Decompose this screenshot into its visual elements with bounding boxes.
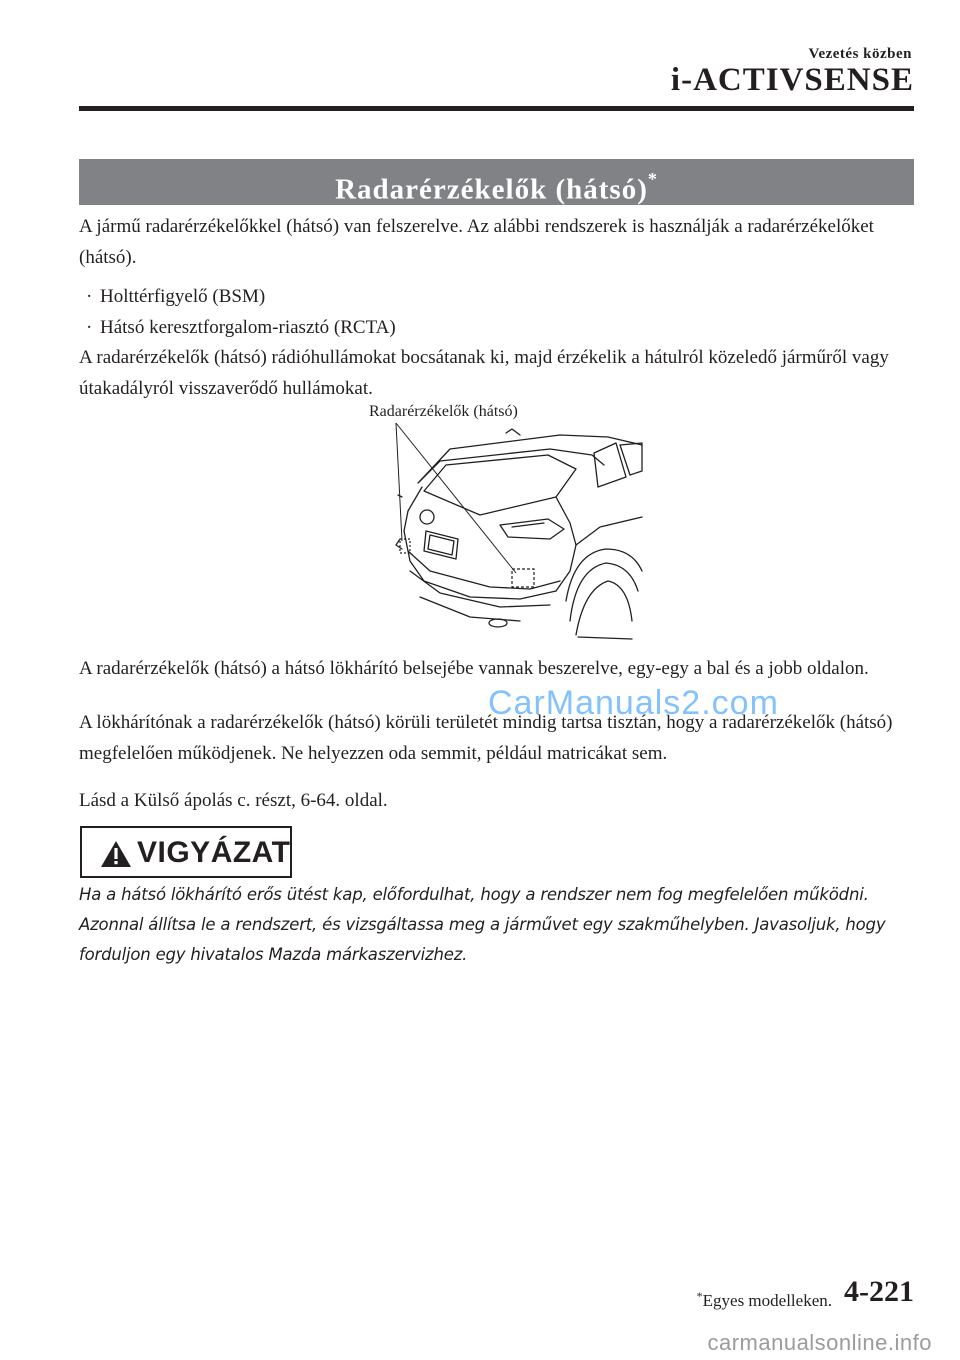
location-paragraph: A radarérzékelők (hátsó) a hátsó lökhárító belsejébe vannak beszerelve, egy-egy a bal és a jobb oldalon. (79, 658, 869, 679)
section-title-bar (79, 159, 914, 205)
footnote (697, 1291, 832, 1311)
caution-heading-box (80, 826, 292, 878)
watermark-text: CarManuals2.com (488, 684, 779, 722)
caution-label: VIGYÁZAT (137, 836, 291, 869)
caution-text: Ha a hátsó lökhárító erős ütést kap, előfordulhat, hogy a rendszer nem fog megfelelően működni. Azonnal állítsa le a rendszert, és vizsgáltassa meg a járművet egy szakműhelyben. Javasoljuk, hogy forduljon egy hivatalos Mazda márkaszervizhez. (79, 885, 886, 964)
bullet-dot: · (86, 286, 93, 307)
figure-callout-label: Radarérzékelők (hátsó) (369, 403, 518, 420)
footnote-text: Egyes modelleken. (702, 1291, 832, 1310)
section-title: Radarérzékelők (hátsó) (335, 173, 648, 206)
list-item (86, 281, 396, 312)
footnote-star: * (696, 1289, 703, 1303)
list-item-text: Holttérfigyelő (BSM) (100, 286, 266, 307)
header-rule (79, 106, 914, 111)
intro-paragraph: A jármű radarérzékelőkkel (hátsó) van felszerelve. Az alábbi rendszerek is használják a radarérzékelőket (hátsó). (79, 216, 874, 268)
optional-asterisk: * (647, 169, 658, 189)
site-watermark: carmanualsonline.info (707, 1330, 932, 1355)
cleaning-paragraph: A lökhárítónak a radarérzékelők (hátsó) körüli területét mindig tartsa tisztán, hogy a radarérzékelők (hátsó) megfelelően működjenek. Ne helyezzen oda semmit, például matricákat sem. (79, 712, 893, 764)
chapter-header: Vezetés közben (808, 46, 912, 62)
section-header: i-ACTIVSENSE (670, 62, 914, 98)
reference-paragraph: Lásd a Külső ápolás c. részt, 6-64. oldal. (79, 790, 388, 811)
radio-wave-paragraph: A radarérzékelők (hátsó) rádióhullámokat bocsátanak ki, majd érzékelik a hátulról közeledő járműről vagy útakadályról visszaverődő hullámokat. (79, 347, 889, 399)
list-item (86, 312, 396, 343)
page-number: 4-221 (844, 1275, 914, 1308)
systems-list (86, 281, 396, 343)
warning-triangle-icon (100, 840, 132, 868)
bullet-dot: · (86, 317, 93, 338)
rear-car-illustration (380, 421, 646, 643)
list-item-text: Hátsó keresztforgalom-riasztó (RCTA) (100, 317, 396, 338)
